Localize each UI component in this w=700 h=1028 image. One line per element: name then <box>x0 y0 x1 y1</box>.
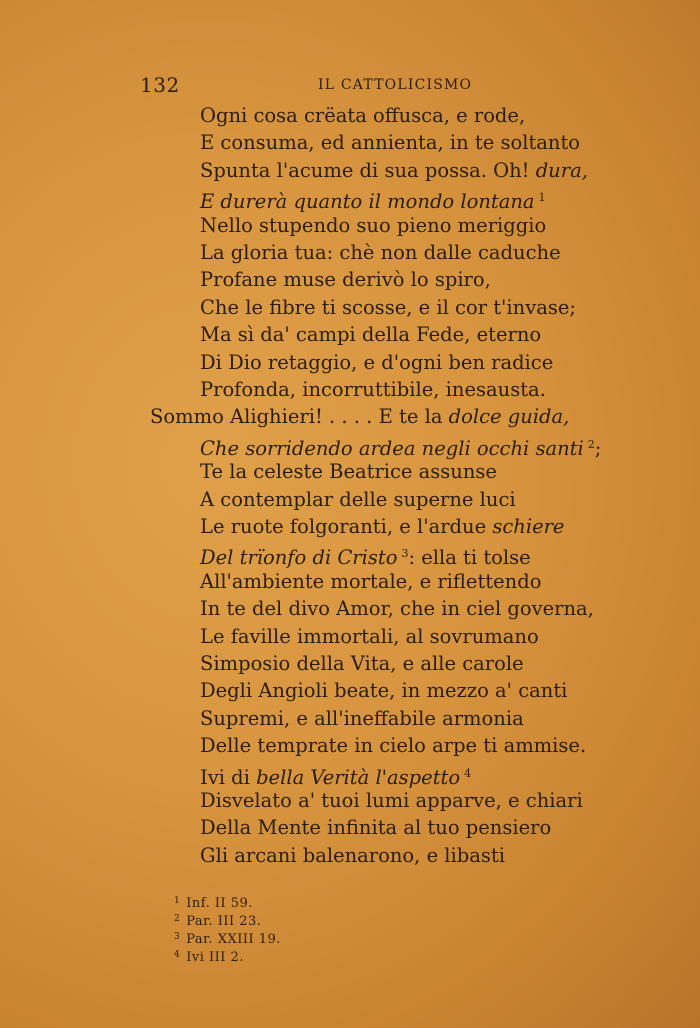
running-head: IL CATTOLICISMO <box>318 77 473 93</box>
poem-line <box>200 349 553 376</box>
line-text: Di Dio retaggio, e d'ogni ben radice <box>200 350 554 374</box>
page-number: 132 <box>140 73 180 97</box>
line-italic-text: dolce guida, <box>448 405 570 429</box>
line-text: Ivi di <box>200 765 257 789</box>
poem-line <box>200 760 471 787</box>
line-text: A contemplar delle superne luci <box>200 487 516 511</box>
poem-line <box>200 540 531 570</box>
footnote-marker: 3 <box>401 547 409 561</box>
line-text: Supremi, e all'ineffabile armonia <box>200 706 524 730</box>
poem-line <box>200 129 580 156</box>
poem-line <box>200 266 491 293</box>
footnote-reference: Ivi III 2. <box>186 950 244 965</box>
line-text: Della Mente infinita al tuo pensiero <box>200 816 552 840</box>
poem-line <box>200 732 586 759</box>
line-italic-text: Del trïonfo di Cristo <box>200 546 398 570</box>
poem-line <box>200 677 567 704</box>
poem-line <box>200 321 541 348</box>
footnote-mark: 4 <box>174 950 181 960</box>
line-text: E consuma, ed annienta, in te soltanto <box>200 131 581 155</box>
poem-line <box>200 814 551 841</box>
line-text: Profonda, incorruttibile, inesausta. <box>200 378 546 401</box>
line-text: Te la celeste Beatrice assunse <box>200 460 497 484</box>
poem-line <box>200 376 546 403</box>
poem-line <box>200 623 539 650</box>
footnote <box>174 892 281 910</box>
poem-line <box>200 212 546 239</box>
line-text-after: ; <box>594 436 602 460</box>
line-italic-text: bella Verità l'aspetto <box>256 765 461 789</box>
line-text: Simposio della Vita, e alle carole <box>200 652 524 675</box>
line-text-after: : ella ti tolse <box>408 546 531 570</box>
line-text: Degli Angioli beate, in mezzo a' canti <box>200 679 568 703</box>
poem-line <box>200 184 546 214</box>
line-italic-text: E durerà quanto il mondo lontana <box>200 190 535 214</box>
line-text: Nello stupendo suo pieno meriggio <box>200 213 547 237</box>
poem-line <box>200 842 505 869</box>
poem-line <box>150 403 569 430</box>
line-italic-text: Che sorridendo ardea negli occhi santi <box>200 436 584 460</box>
footnote <box>174 910 281 928</box>
poem-line <box>200 458 497 485</box>
line-italic-text: schiere <box>492 515 565 538</box>
footnote <box>174 946 281 964</box>
poem-line <box>200 568 541 595</box>
footnote-reference: Par. III 23. <box>186 914 262 929</box>
poem-line <box>200 294 576 321</box>
poem-line <box>200 513 564 540</box>
footnote-reference: Inf. II 59. <box>186 896 253 911</box>
line-italic-text: dura, <box>535 158 588 182</box>
poem-line <box>200 705 524 732</box>
footnotes <box>174 892 281 964</box>
footnote-mark: 2 <box>174 914 181 924</box>
footnote-marker: 1 <box>538 191 546 205</box>
line-text: Le ruote folgoranti, e l'ardue <box>200 515 493 538</box>
poem-line <box>200 102 525 129</box>
line-text: In te del divo Amor, che in ciel governa, <box>200 597 594 621</box>
footnote-marker: 4 <box>464 766 472 780</box>
line-text: Delle temprate in cielo arpe ti ammise. <box>200 734 587 758</box>
line-text: Spunta l'acume di sua possa. Oh! <box>200 158 536 182</box>
poem-line <box>200 787 583 814</box>
line-text: La gloria tua: chè non dalle caduche <box>200 241 561 264</box>
poem-line <box>200 650 524 677</box>
line-text: Disvelato a' tuoi lumi apparve, e chiari <box>200 789 583 812</box>
poem-line <box>200 595 594 622</box>
line-text: Ma sì da' campi della Fede, eterno <box>200 323 542 347</box>
poem-line <box>200 486 516 513</box>
line-text: Sommo Alighieri! . . . . E te la <box>150 405 449 429</box>
line-text: All'ambiente mortale, e riflettendo <box>200 569 542 593</box>
footnote-mark: 3 <box>174 932 181 942</box>
footnote-marker: 2 <box>587 437 595 451</box>
poem-line <box>200 431 601 458</box>
line-text: Che le fibre ti scosse, e il cor t'invase; <box>200 295 576 319</box>
line-text: Ogni cosa crëata offusca, e rode, <box>200 104 526 127</box>
poem-line <box>200 239 561 266</box>
line-text: Le faville immortali, al sovrumano <box>200 624 539 648</box>
line-text: Profane muse derivò lo spiro, <box>200 268 491 292</box>
footnote-reference: Par. XXIII 19. <box>186 932 281 947</box>
footnote <box>174 928 281 946</box>
poem-line <box>200 157 588 184</box>
line-text: Gli arcani balenarono, e libasti <box>200 843 505 867</box>
footnote-mark: 1 <box>174 896 181 906</box>
